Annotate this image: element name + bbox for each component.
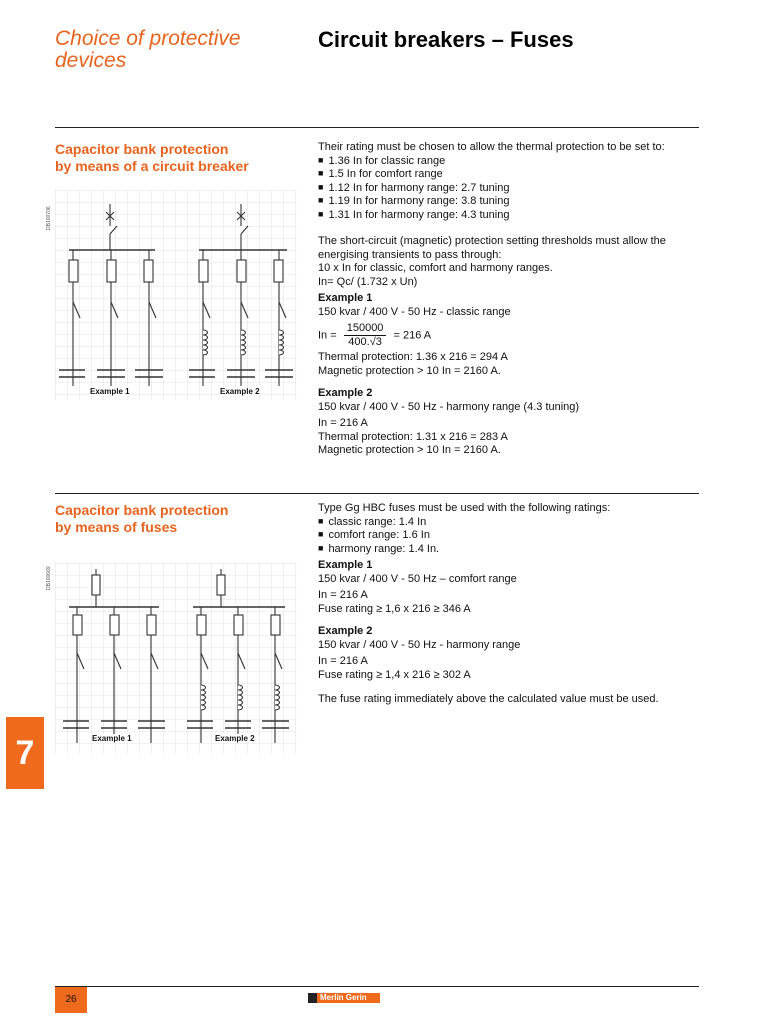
example-line: Thermal protection: 1.36 x 216 = 294 A	[318, 351, 508, 363]
brand-mark-icon	[308, 993, 317, 1003]
formula-sqrt: 3	[375, 336, 382, 348]
circuit-breaker-diagram	[55, 190, 297, 400]
bullet-item: ■ 1.5 In for comfort range	[318, 168, 703, 182]
paragraph-text: 10 x In for classic, comfort and harmony ranges.	[318, 262, 553, 274]
brand-name: Merlin Gerin	[320, 993, 367, 1002]
section1-body	[318, 141, 703, 458]
bullet-item: ■ harmony range: 1.4 In.	[318, 543, 703, 557]
example-line: 150 kvar / 400 V - 50 Hz - harmony range	[318, 638, 521, 651]
bullet-item: ■ 1.12 In for harmony range: 2.7 tuning	[318, 182, 703, 196]
example-line: 150 kvar / 400 V - 50 Hz – comfort range	[318, 572, 517, 585]
example-line: In = 216 A	[318, 589, 368, 601]
diagram-label-example1: Example 1	[90, 387, 130, 396]
diagram-label-example2: Example 2	[220, 387, 260, 396]
example-heading: Example 2	[318, 387, 373, 399]
formula-rhs: = 216 A	[393, 329, 432, 342]
example-heading: Example 1	[318, 292, 373, 304]
section-title-line1: Choice of protective	[55, 27, 241, 50]
example-line: Fuse rating ≥ 1,4 x 216 ≥ 302 A	[318, 668, 471, 681]
closing-note: The fuse rating immediately above the calculated value must be used.	[318, 693, 659, 705]
example-line: 150 kvar / 400 V - 50 Hz - classic range	[318, 305, 511, 318]
example-line: In = 216 A	[318, 417, 368, 429]
section-divider	[55, 127, 699, 128]
section-divider	[55, 493, 699, 494]
section2-body	[318, 502, 703, 707]
formula-text: In= Qc/ (1.732 x Un)	[318, 275, 418, 288]
bullet-item: ■ 1.31 In for harmony range: 4.3 tuning	[318, 209, 703, 223]
diagram-code: DB100706	[46, 206, 52, 230]
chapter-tab: 7	[6, 717, 44, 789]
example-line: Thermal protection: 1.31 x 216 = 283 A	[318, 430, 508, 443]
formula-denominator: 400	[348, 336, 367, 348]
page-title: Circuit breakers – Fuses	[318, 27, 574, 52]
brand-logo	[308, 993, 380, 1003]
diagram-label-example2: Example 2	[215, 734, 255, 743]
bullet-item: ■ 1.36 In for classic range	[318, 155, 703, 169]
paragraph-text: The short-circuit (magnetic) protection setting thresholds must allow the energising transients to pass through:	[318, 235, 666, 261]
bullet-item: ■ classic range: 1.4 In	[318, 516, 703, 530]
formula-lhs: In =	[318, 329, 337, 342]
fuse-diagram	[55, 563, 297, 753]
bullet-item: ■ comfort range: 1.6 In	[318, 529, 703, 543]
section1-title-line2: by means of a circuit breaker	[55, 158, 249, 174]
section-title	[55, 28, 241, 72]
section-title-line2: devices	[55, 49, 127, 72]
formula-numerator: 150000	[344, 322, 387, 336]
example-line: 150 kvar / 400 V - 50 Hz - harmony range (4.3 tuning)	[318, 400, 580, 413]
bullet-item: ■ 1.19 In for harmony range: 3.8 tuning	[318, 195, 703, 209]
diagram-label-example1: Example 1	[92, 734, 132, 743]
formula-fraction: In = $\frac{150000}{400.√3}$ = 216 A	[318, 322, 432, 348]
diagram-code: DB100669	[46, 566, 52, 590]
example-line: Magnetic protection > 10 In = 2160 A.	[318, 444, 501, 456]
example-line: Magnetic protection > 10 In = 2160 A.	[318, 364, 501, 377]
example-line: In = 216 A	[318, 655, 368, 667]
section1-title-line1: Capacitor bank protection	[55, 141, 229, 157]
intro-text: Their rating must be chosen to allow the thermal protection to be set to:	[318, 141, 665, 153]
example-heading: Example 2	[318, 625, 373, 637]
example-heading: Example 1	[318, 559, 373, 571]
intro-text: Type Gg HBC fuses must be used with the following ratings:	[318, 502, 611, 514]
example-line: Fuse rating ≥ 1,6 x 216 ≥ 346 A	[318, 602, 471, 615]
footer-rule	[55, 986, 699, 987]
section2-title-line1: Capacitor bank protection	[55, 502, 229, 518]
page-number: 26	[55, 987, 87, 1013]
section2-title-line2: by means of fuses	[55, 519, 178, 535]
section1-title	[55, 141, 249, 175]
section2-title	[55, 502, 228, 536]
